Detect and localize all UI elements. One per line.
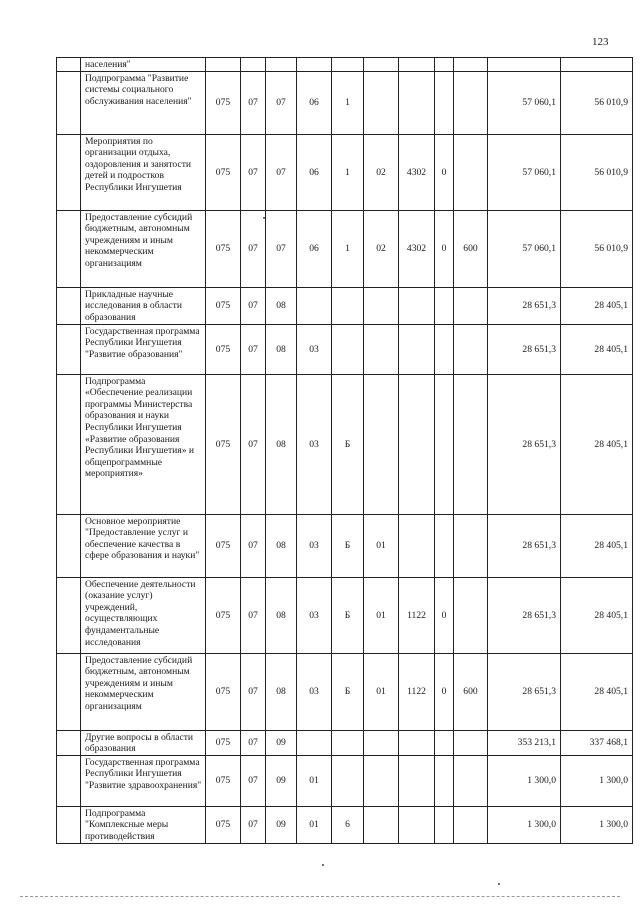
measure-code-cell	[364, 71, 399, 134]
extra-code-cell: 0	[435, 653, 454, 730]
table-row	[57, 374, 633, 514]
direction-code-cell: 1122	[399, 653, 435, 730]
program-code-cell: 03	[297, 374, 332, 514]
extra-code-cell	[435, 58, 454, 72]
expense-type-code-cell	[454, 374, 488, 514]
program-code-cell: 01	[297, 755, 332, 806]
ministry-code-cell: 075	[206, 287, 241, 324]
subsection-code-cell: 08	[266, 324, 297, 374]
measure-code-cell	[364, 806, 399, 843]
direction-code-cell	[399, 324, 435, 374]
extra-code-cell	[435, 806, 454, 843]
amount-year-1-cell: 28 651,3	[488, 287, 561, 324]
subsection-code-cell: 09	[266, 755, 297, 806]
ministry-code-cell: 075	[206, 653, 241, 730]
section-code-cell: 07	[241, 653, 266, 730]
subprogram-code-cell: 1	[332, 134, 364, 210]
table-row	[57, 324, 633, 374]
amount-year-2-cell: 337 468,1	[561, 730, 633, 755]
item-name-cell: Предоставление субсидий бюджетным, автономным учреждениям и иным некоммерческим организациям	[81, 653, 206, 730]
section-code-cell	[241, 58, 266, 72]
subprogram-code-cell: 1	[332, 210, 364, 287]
program-code-cell	[297, 287, 332, 324]
measure-code-cell: 01	[364, 653, 399, 730]
table-row	[57, 134, 633, 210]
empty-margin-cell	[57, 287, 81, 324]
ministry-code-cell: 075	[206, 514, 241, 577]
measure-code-cell: 01	[364, 514, 399, 577]
subprogram-code-cell: Б	[332, 653, 364, 730]
scan-speck	[498, 883, 500, 885]
expense-type-code-cell: 600	[454, 210, 488, 287]
direction-code-cell: 4302	[399, 210, 435, 287]
measure-code-cell: 01	[364, 577, 399, 653]
empty-margin-cell	[57, 210, 81, 287]
empty-margin-cell	[57, 71, 81, 134]
extra-code-cell	[435, 374, 454, 514]
section-code-cell: 07	[241, 287, 266, 324]
direction-code-cell	[399, 58, 435, 72]
amount-year-1-cell: 28 651,3	[488, 653, 561, 730]
measure-code-cell	[364, 730, 399, 755]
ministry-code-cell: 075	[206, 755, 241, 806]
item-name-cell: Подпрограмма "Комплексные меры противодействия	[81, 806, 206, 843]
program-code-cell: 03	[297, 577, 332, 653]
program-code-cell: 06	[297, 71, 332, 134]
direction-code-cell: 1122	[399, 577, 435, 653]
item-name-cell: Обеспечение деятельности (оказание услуг) учреждений, осуществляющих фундаментальные исследования	[81, 577, 206, 653]
section-code-cell: 07	[241, 324, 266, 374]
amount-year-2-cell: 1 300,0	[561, 755, 633, 806]
expense-type-code-cell	[454, 730, 488, 755]
expense-type-code-cell: 600	[454, 653, 488, 730]
amount-year-1-cell: 28 651,3	[488, 514, 561, 577]
budget-table	[56, 57, 633, 844]
item-name-cell: Мероприятия по организации отдыха, оздоровления и занятости детей и подростков Республики Ингушетия	[81, 134, 206, 210]
section-code-cell: 07	[241, 374, 266, 514]
table-row	[57, 210, 633, 287]
extra-code-cell	[435, 71, 454, 134]
direction-code-cell	[399, 287, 435, 324]
amount-year-2-cell	[561, 58, 633, 72]
amount-year-1-cell: 353 213,1	[488, 730, 561, 755]
subprogram-code-cell	[332, 324, 364, 374]
extra-code-cell: 0	[435, 134, 454, 210]
table-row	[57, 806, 633, 843]
ministry-code-cell: 075	[206, 730, 241, 755]
direction-code-cell	[399, 755, 435, 806]
table-row	[57, 287, 633, 324]
amount-year-2-cell: 28 405,1	[561, 653, 633, 730]
direction-code-cell	[399, 730, 435, 755]
ministry-code-cell: 075	[206, 71, 241, 134]
ministry-code-cell: 075	[206, 806, 241, 843]
subsection-code-cell: 07	[266, 210, 297, 287]
measure-code-cell	[364, 755, 399, 806]
direction-code-cell	[399, 71, 435, 134]
bottom-scan-edge	[20, 896, 620, 897]
program-code-cell: 06	[297, 210, 332, 287]
table-row	[57, 653, 633, 730]
extra-code-cell	[435, 287, 454, 324]
expense-type-code-cell	[454, 134, 488, 210]
direction-code-cell	[399, 806, 435, 843]
page-number: 123	[592, 36, 609, 48]
ministry-code-cell: 075	[206, 134, 241, 210]
amount-year-2-cell: 56 010,9	[561, 71, 633, 134]
expense-type-code-cell	[454, 324, 488, 374]
amount-year-1-cell: 1 300,0	[488, 755, 561, 806]
section-code-cell: 07	[241, 755, 266, 806]
expense-type-code-cell	[454, 514, 488, 577]
program-code-cell: 01	[297, 806, 332, 843]
empty-margin-cell	[57, 806, 81, 843]
scan-speck	[322, 864, 324, 866]
subsection-code-cell	[266, 58, 297, 72]
table-row	[57, 514, 633, 577]
table-row	[57, 730, 633, 755]
subprogram-code-cell	[332, 730, 364, 755]
amount-year-1-cell: 57 060,1	[488, 71, 561, 134]
empty-margin-cell	[57, 577, 81, 653]
expense-type-code-cell	[454, 577, 488, 653]
subsection-code-cell: 08	[266, 514, 297, 577]
extra-code-cell	[435, 755, 454, 806]
amount-year-2-cell: 56 010,9	[561, 210, 633, 287]
program-code-cell	[297, 730, 332, 755]
subsection-code-cell: 08	[266, 653, 297, 730]
empty-margin-cell	[57, 730, 81, 755]
amount-year-2-cell: 28 405,1	[561, 577, 633, 653]
item-name-cell: населения"	[81, 58, 206, 72]
item-name-cell: Подпрограмма «Обеспечение реализации программы Министерства образования и науки Республики Ингушетия «Развитие образования Республики Ингушетия» и общепрограммные мероприятия»	[81, 374, 206, 514]
subsection-code-cell: 08	[266, 287, 297, 324]
section-code-cell: 07	[241, 730, 266, 755]
extra-code-cell: 0	[435, 210, 454, 287]
subprogram-code-cell: Б	[332, 577, 364, 653]
section-code-cell: 07	[241, 134, 266, 210]
subsection-code-cell: 07	[266, 71, 297, 134]
subsection-code-cell: 08	[266, 577, 297, 653]
empty-margin-cell	[57, 755, 81, 806]
subprogram-code-cell	[332, 58, 364, 72]
measure-code-cell: 02	[364, 210, 399, 287]
subsection-code-cell: 07	[266, 134, 297, 210]
subsection-code-cell: 09	[266, 730, 297, 755]
ministry-code-cell: 075	[206, 374, 241, 514]
amount-year-1-cell: 1 300,0	[488, 806, 561, 843]
amount-year-1-cell: 28 651,3	[488, 577, 561, 653]
extra-code-cell	[435, 324, 454, 374]
empty-margin-cell	[57, 653, 81, 730]
amount-year-2-cell: 28 405,1	[561, 514, 633, 577]
ministry-code-cell: 075	[206, 210, 241, 287]
amount-year-1-cell: 57 060,1	[488, 210, 561, 287]
section-code-cell: 07	[241, 71, 266, 134]
program-code-cell: 03	[297, 514, 332, 577]
measure-code-cell	[364, 287, 399, 324]
program-code-cell: 03	[297, 324, 332, 374]
item-name-cell: Прикладные научные исследования в области образования	[81, 287, 206, 324]
empty-margin-cell	[57, 134, 81, 210]
amount-year-2-cell: 28 405,1	[561, 374, 633, 514]
subsection-code-cell: 09	[266, 806, 297, 843]
item-name-cell: Предоставление субсидий бюджетным, автономным учреждениям и иным некоммерческим организациям	[81, 210, 206, 287]
item-name-cell: Другие вопросы в области образования	[81, 730, 206, 755]
measure-code-cell	[364, 324, 399, 374]
expense-type-code-cell	[454, 71, 488, 134]
amount-year-1-cell: 28 651,3	[488, 324, 561, 374]
section-code-cell: 07	[241, 806, 266, 843]
table-row	[57, 755, 633, 806]
section-code-cell: 07	[241, 514, 266, 577]
amount-year-2-cell: 28 405,1	[561, 324, 633, 374]
section-code-cell: 07	[241, 577, 266, 653]
expense-type-code-cell	[454, 806, 488, 843]
subsection-code-cell: 08	[266, 374, 297, 514]
subprogram-code-cell	[332, 755, 364, 806]
measure-code-cell	[364, 58, 399, 72]
subprogram-code-cell	[332, 287, 364, 324]
section-code-cell: 07	[241, 210, 266, 287]
amount-year-1-cell: 28 651,3	[488, 374, 561, 514]
empty-margin-cell	[57, 58, 81, 72]
amount-year-2-cell: 28 405,1	[561, 287, 633, 324]
item-name-cell: Подпрограмма "Развитие системы социального обслуживания населения"	[81, 71, 206, 134]
amount-year-2-cell: 56 010,9	[561, 134, 633, 210]
extra-code-cell: 0	[435, 577, 454, 653]
expense-type-code-cell	[454, 755, 488, 806]
amount-year-2-cell: 1 300,0	[561, 806, 633, 843]
subprogram-code-cell: 6	[332, 806, 364, 843]
measure-code-cell: 02	[364, 134, 399, 210]
measure-code-cell	[364, 374, 399, 514]
extra-code-cell	[435, 514, 454, 577]
item-name-cell: Государственная программа Республики Ингушетия "Развитие здравоохранения"	[81, 755, 206, 806]
table-row	[57, 577, 633, 653]
program-code-cell: 03	[297, 653, 332, 730]
subprogram-code-cell: Б	[332, 514, 364, 577]
table-row	[57, 71, 633, 134]
program-code-cell: 06	[297, 134, 332, 210]
item-name-cell: Основное мероприятие "Предоставление услуг и обеспечение качества в сфере образования и науки"	[81, 514, 206, 577]
ministry-code-cell: 075	[206, 324, 241, 374]
subprogram-code-cell: Б	[332, 374, 364, 514]
table-row	[57, 58, 633, 72]
expense-type-code-cell	[454, 58, 488, 72]
extra-code-cell	[435, 730, 454, 755]
direction-code-cell	[399, 374, 435, 514]
scan-speck	[263, 217, 265, 219]
direction-code-cell	[399, 514, 435, 577]
ministry-code-cell	[206, 58, 241, 72]
expense-type-code-cell	[454, 287, 488, 324]
empty-margin-cell	[57, 374, 81, 514]
program-code-cell	[297, 58, 332, 72]
amount-year-1-cell	[488, 58, 561, 72]
empty-margin-cell	[57, 514, 81, 577]
empty-margin-cell	[57, 324, 81, 374]
item-name-cell: Государственная программа Республики Ингушетия "Развитие образования"	[81, 324, 206, 374]
direction-code-cell: 4302	[399, 134, 435, 210]
subprogram-code-cell: 1	[332, 71, 364, 134]
amount-year-1-cell: 57 060,1	[488, 134, 561, 210]
ministry-code-cell: 075	[206, 577, 241, 653]
